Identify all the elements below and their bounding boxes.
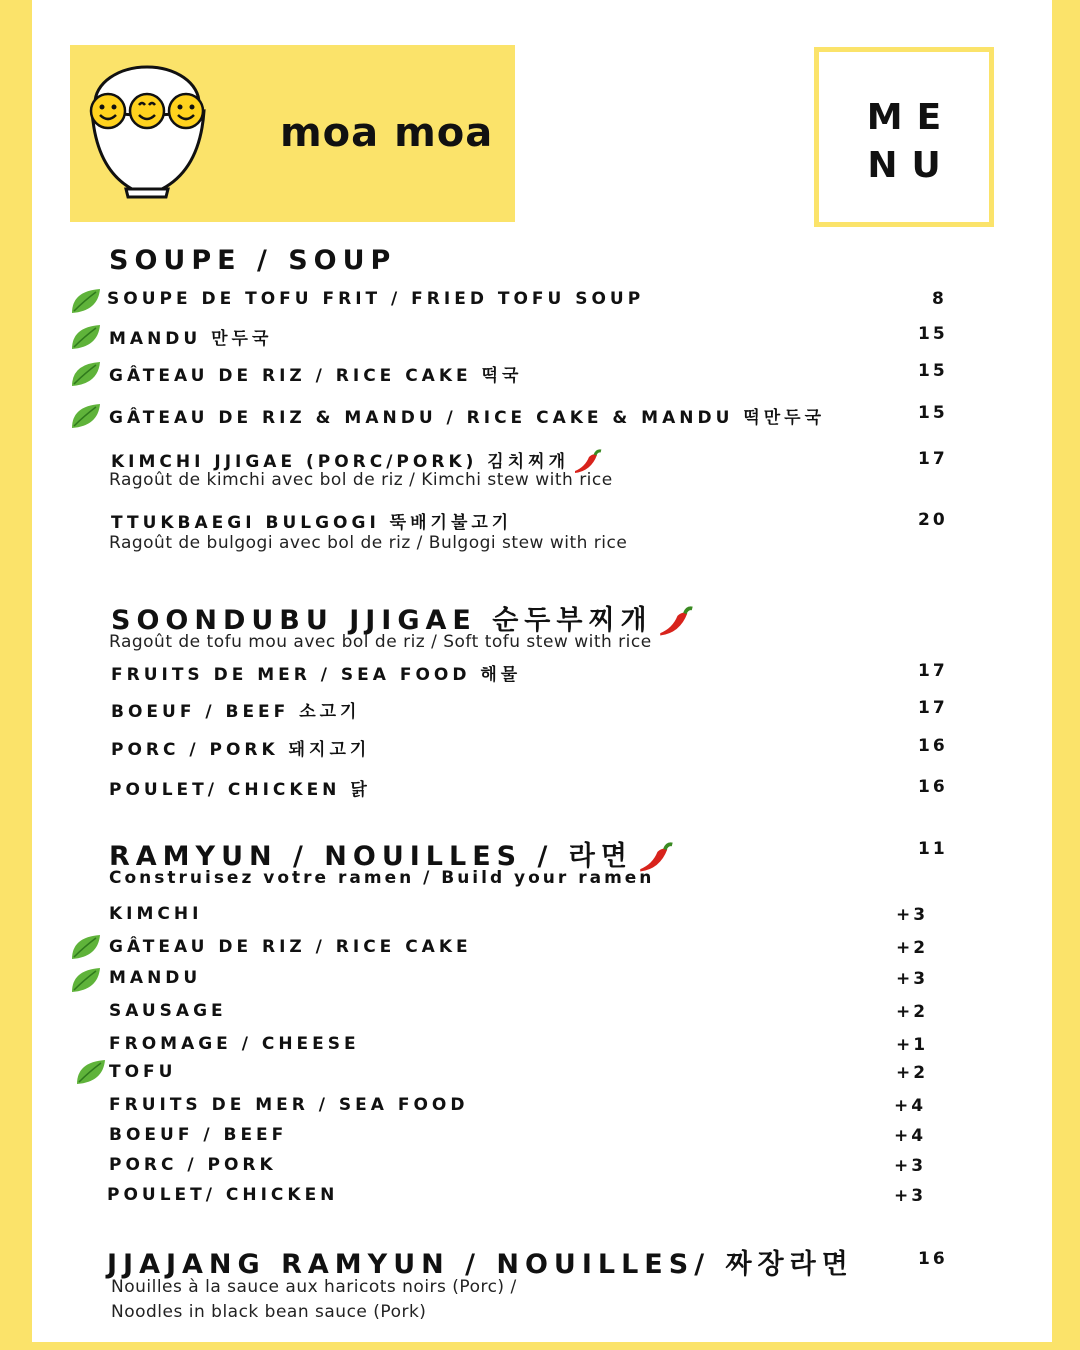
leaf-icon [75,1058,107,1086]
leaf-icon [70,323,102,351]
topping-price: +3 [896,905,929,925]
topping-name: BOEUF / BEEF [109,1125,288,1145]
leaf-icon [70,402,102,430]
topping-price: +2 [896,1002,929,1022]
topping-name: FROMAGE / CHEESE [109,1034,360,1054]
menu-item-name: GÂTEAU DE RIZ / RICE CAKE 떡국 [109,366,523,386]
topping-price: +1 [896,1035,929,1055]
menu-item-price: 17 [918,698,948,718]
topping-price: +2 [896,938,929,958]
menu-item-name: SOUPE DE TOFU FRIT / FRIED TOFU SOUP [107,289,645,309]
chili-pepper-icon [655,606,695,638]
section-price: 16 [918,1249,948,1269]
topping-price: +4 [894,1096,927,1116]
menu-item-price: 17 [918,449,948,469]
menu-item-name: FRUITS DE MER / SEA FOOD 해물 [111,665,522,685]
menu-item-name: MANDU 만두국 [109,329,273,349]
section-title-jjajang: JJAJANG RAMYUN / NOUILLES/ 짜장라면 [107,1249,854,1280]
section-price: 11 [918,839,948,859]
logo-banner [70,45,515,222]
topping-name: FRUITS DE MER / SEA FOOD [109,1095,469,1115]
brand-name: moa moa [280,110,494,156]
menu-item-price: 15 [918,403,948,423]
topping-name: KIMCHI [109,904,203,924]
menu-item-price: 15 [918,361,948,381]
topping-name: SAUSAGE [109,1001,227,1021]
menu-label-line1: ME [866,97,956,138]
menu-item-price: 17 [918,661,948,681]
leaf-icon [70,360,102,388]
topping-price: +2 [896,1063,929,1083]
menu-item-description: Ragoût de kimchi avec bol de riz / Kimchi stew with rice [109,470,613,490]
menu-item-name: GÂTEAU DE RIZ & MANDU / RICE CAKE & MANDU 떡만두국 [109,408,825,428]
section-description-line2: Noodles in black bean sauce (Pork) [111,1302,427,1322]
section-title-soondubu: SOONDUBU JJIGAE 순두부찌개 [111,598,695,638]
section-title-ramyun: RAMYUN / NOUILLES / 라면 [109,834,675,874]
leaf-icon [70,287,102,315]
topping-name: POULET/ CHICKEN [107,1185,339,1205]
leaf-icon [70,933,102,961]
leaf-icon [70,966,102,994]
menu-item-name: POULET/ CHICKEN 닭 [109,780,371,800]
menu-item-price: 15 [918,324,948,344]
section-title-soup: SOUPE / SOUP [109,245,397,276]
menu-item-price: 16 [918,736,948,756]
menu-item-name: KIMCHI JJIGAE (PORC/PORK) 김치찌개 [111,447,603,475]
topping-price: +3 [896,969,929,989]
menu-item-name: PORC / PORK 돼지고기 [111,740,371,760]
topping-price: +3 [894,1186,927,1206]
topping-price: +3 [894,1156,927,1176]
menu-page [32,0,1052,1342]
topping-name: GÂTEAU DE RIZ / RICE CAKE [109,937,472,957]
topping-price: +4 [894,1126,927,1146]
menu-item-name: BOEUF / BEEF 소고기 [111,702,361,722]
topping-name: MANDU [109,968,202,988]
section-description-line1: Nouilles à la sauce aux haricots noirs (Porc) / [111,1277,517,1297]
menu-item-description: Ragoût de bulgogi avec bol de riz / Bulgogi stew with rice [109,533,628,553]
topping-name: PORC / PORK [109,1155,277,1175]
rice-bowl-smiley-icon [82,59,268,209]
menu-item-name: TTUKBAEGI BULGOGI 뚝배기불고기 [111,513,513,533]
topping-name: TOFU [109,1062,177,1082]
menu-item-price: 20 [918,510,948,530]
menu-item-price: 16 [918,777,948,797]
menu-label-box [814,47,994,227]
menu-label-line2: NU [867,145,955,186]
section-description: Construisez votre ramen / Build your ramen [109,868,655,888]
menu-item-price: 8 [932,289,947,309]
section-description: Ragoût de tofu mou avec bol de riz / Soft tofu stew with rice [109,632,652,652]
